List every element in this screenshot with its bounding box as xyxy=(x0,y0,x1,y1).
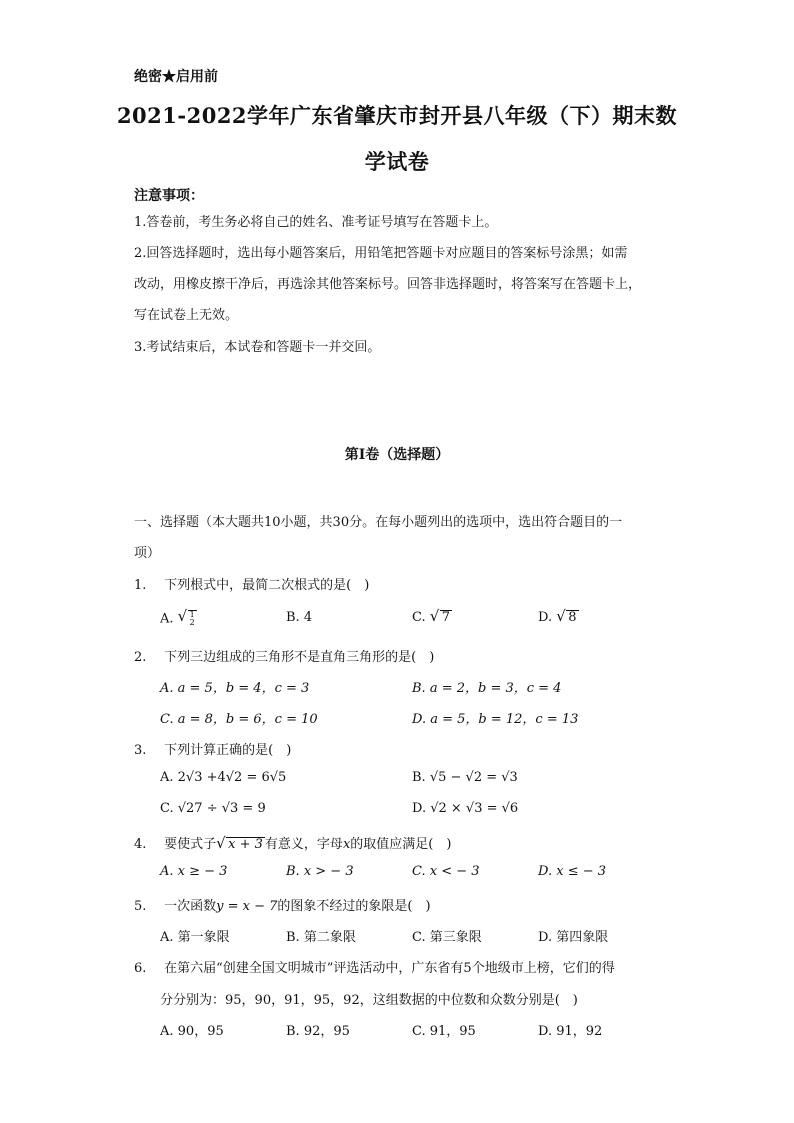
option-b: B. √5 − √2 = √3 xyxy=(412,770,518,785)
option-d: D. √2 × √3 = √6 xyxy=(412,801,519,816)
question-3-options xyxy=(160,770,660,830)
question-1 xyxy=(134,574,369,593)
option-c: C. x < − 3 xyxy=(412,864,480,879)
question-5-options xyxy=(160,926,660,950)
sqrt-expression: √ 1 2 xyxy=(177,607,195,627)
question-5: 5. 一次函数y = x − 7的图象不经过的象限是( ) xyxy=(134,899,431,914)
question-number: 6. xyxy=(134,961,147,976)
question-stem-line1: 在第六届“创建全国文明城市”评选活动中，广东省有5个地级市上榜，它们的得 xyxy=(164,961,615,976)
option-d: D. x ≤ − 3 xyxy=(538,864,607,879)
option-b: B. 第二象限 xyxy=(286,930,356,945)
question-6 xyxy=(134,957,615,976)
part-heading-line2: 项） xyxy=(134,546,161,561)
secret-label: 绝密★启用前 xyxy=(134,69,218,85)
sqrt-expression: √ x + 3 xyxy=(216,834,263,852)
option-b: B. x > − 3 xyxy=(286,864,354,879)
option-b: B. a = 2，b = 3，c = 4 xyxy=(412,681,562,696)
question-4: 4. 要使式子 √ x + 3 有意义，字母x的取值应满足( ) xyxy=(134,834,452,852)
notice-item-2c: 写在试卷上无效。 xyxy=(134,308,239,323)
question-number: 2. xyxy=(134,650,147,665)
question-6-options xyxy=(160,1020,660,1044)
option-c: C. √ 7 xyxy=(412,607,451,625)
question-stem: 下列根式中，最简二次根式的是( ) xyxy=(164,578,370,593)
question-2-options xyxy=(160,677,660,737)
notice-item-2a: 2.回答选择题时，选出每小题答案后，用铅笔把答题卡对应题目的答案标号涂黑；如需 xyxy=(134,246,628,261)
notice-item-1: 1.答卷前，考生务必将自己的姓名、准考证号填写在答题卡上。 xyxy=(134,215,498,230)
option-a: A. 第一象限 xyxy=(160,930,230,945)
question-3 xyxy=(134,739,291,758)
option-a: A. x ≥ − 3 xyxy=(160,864,228,879)
exam-title-line2: 学试卷 xyxy=(364,149,430,174)
question-1-options xyxy=(160,606,660,630)
question-number: 4. xyxy=(134,837,147,852)
question-number: 5. xyxy=(134,899,147,914)
option-d: D. 91，92 xyxy=(538,1024,603,1039)
question-stem: 下列计算正确的是( ) xyxy=(164,743,292,758)
option-a: A. √ 1 2 xyxy=(160,607,195,627)
question-stem-line2: 分分别为：95，90，91，95，92，这组数据的中位数和众数分别是( ) xyxy=(160,993,578,1008)
option-c: C. a = 8，b = 6，c = 10 xyxy=(160,712,318,727)
option-a: A. 2√3 +4√2 = 6√5 xyxy=(160,770,287,785)
option-c: C. 第三象限 xyxy=(412,930,482,945)
part-heading-line1: 一、选择题（本大题共10小题，共30分。在每小题列出的选项中，选出符合题目的一 xyxy=(134,515,623,530)
question-stem: 下列三边组成的三角形不是直角三角形的是( ) xyxy=(164,650,435,665)
option-a: A. 90，95 xyxy=(160,1024,224,1039)
section-title: 第I卷（选择题） xyxy=(344,447,450,463)
option-d: D. a = 5，b = 12，c = 13 xyxy=(412,712,579,727)
part-heading xyxy=(134,507,664,569)
question-4-options xyxy=(160,864,660,888)
question-number: 1. xyxy=(134,578,147,593)
option-c: C. √27 ÷ √3 = 9 xyxy=(160,801,266,816)
option-d: D. √ 8 xyxy=(538,607,577,625)
equation: y = x − 7 xyxy=(216,899,278,914)
notice-item-3: 3.考试结束后，本试卷和答题卡一并交回。 xyxy=(134,340,381,355)
question-number: 3. xyxy=(134,743,147,758)
option-b: B. 4 xyxy=(286,610,313,625)
option-b: B. 92，95 xyxy=(286,1024,350,1039)
option-a: A. a = 5，b = 4，c = 3 xyxy=(160,681,310,696)
question-2 xyxy=(134,646,434,665)
option-c: C. 91，95 xyxy=(412,1024,476,1039)
notice-item-2b: 改动，用橡皮擦干净后，再选涂其他答案标号。回答非选择题时，将答案写在答题卡上， xyxy=(134,277,642,292)
option-d: D. 第四象限 xyxy=(538,930,609,945)
exam-title-line1: 2021-2022学年广东省肇庆市封开县八年级（下）期末数 xyxy=(116,103,678,128)
notice-heading: 注意事项： xyxy=(134,188,204,204)
